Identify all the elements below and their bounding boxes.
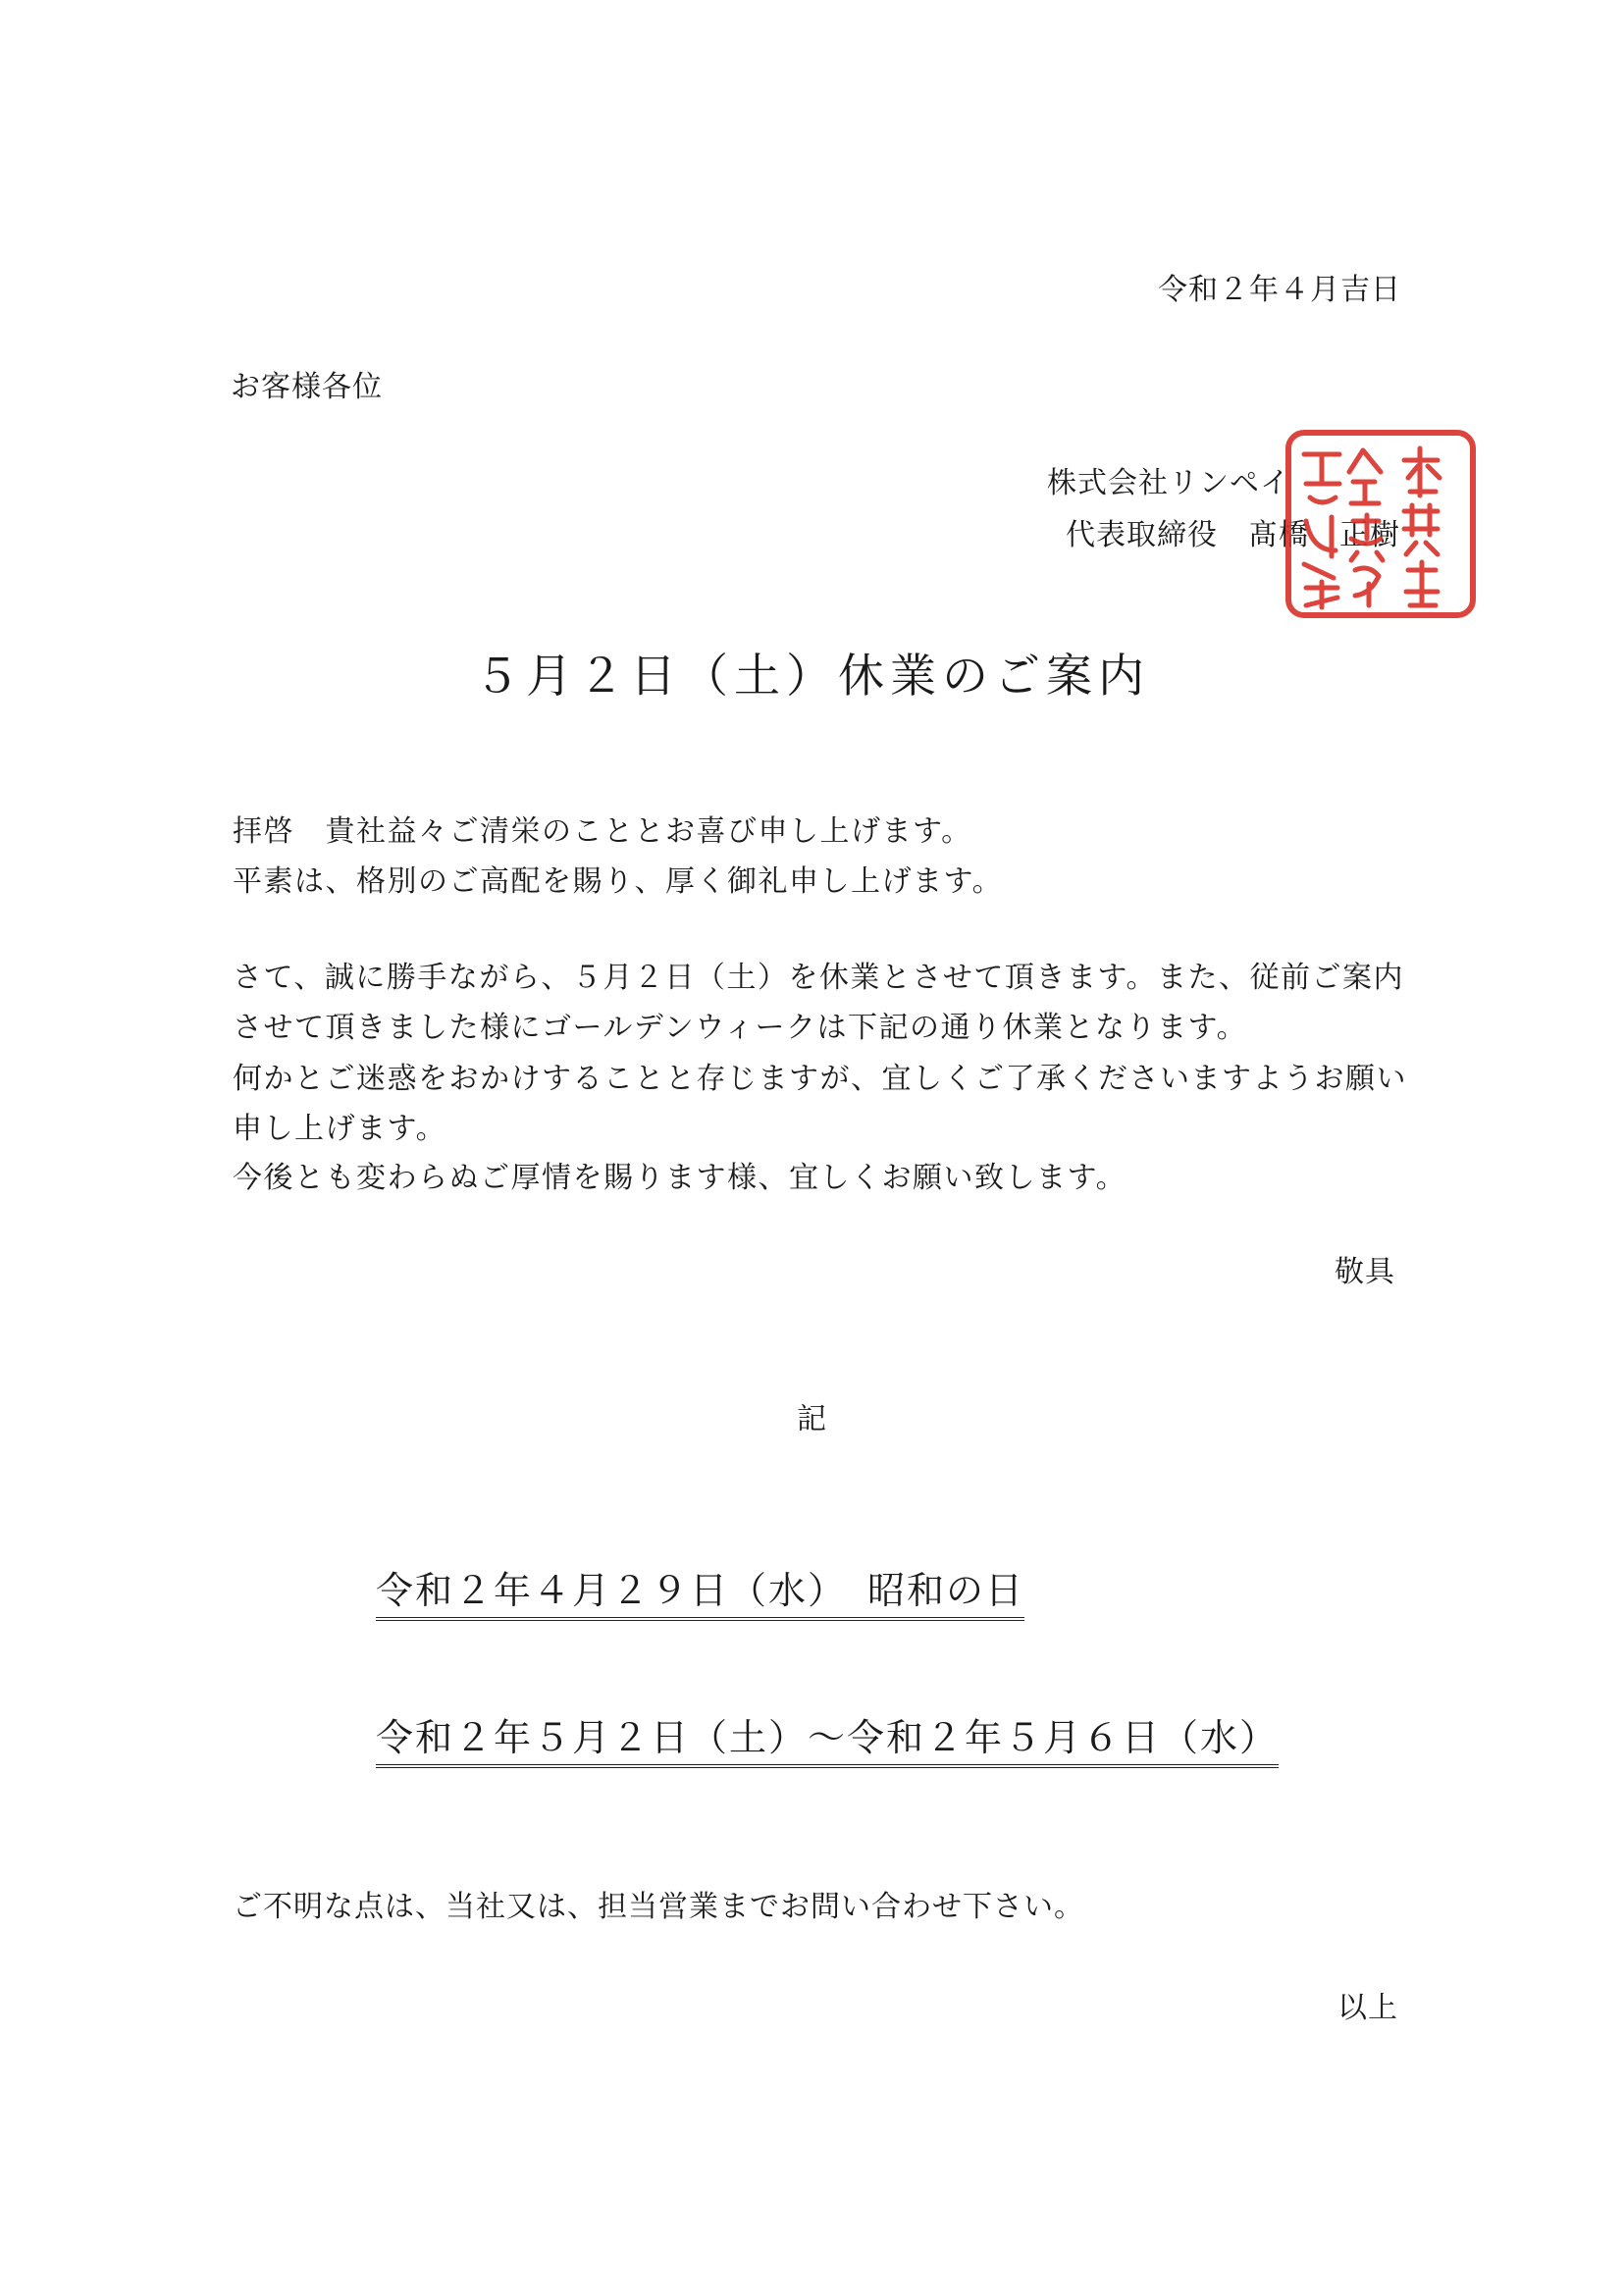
closing-keigu: 敬具: [1335, 1255, 1395, 1289]
recipient: お客様各位: [231, 370, 383, 404]
company-seal-stamp: [1283, 427, 1479, 621]
representative-name: 代表取締役 髙橋 正樹: [1066, 518, 1400, 552]
holiday-entry: 令和２年４月２９日（水） 昭和の日: [376, 1572, 1024, 1621]
greeting-line: 拝啓 貴社益々ご清栄のこととお喜び申し上げます。: [233, 814, 972, 849]
body-line: 今後とも変わらぬご厚情を賜ります様、宜しくお願い致します。: [233, 1161, 1127, 1195]
body-line: 申し上げます。: [233, 1112, 447, 1146]
company-name: 株式会社リンペイ: [1047, 466, 1290, 500]
body-line: さて、誠に勝手ながら、５月２日（土）を休業とさせて頂きます。また、従前ご案内: [233, 961, 1404, 995]
contact-note: ご不明な点は、当社又は、担当営業までお問い合わせ下さい。: [233, 1890, 1084, 1924]
greeting-line: 平素は、格別のご高配を賜り、厚く御礼申し上げます。: [233, 864, 1004, 899]
holiday-entry: 令和２年５月２日（土）～令和２年５月６日（水）: [376, 1719, 1279, 1768]
body-line: させて頂きました様にゴールデンウィークは下記の通り休業となります。: [233, 1011, 1248, 1045]
body-line: 何かとご迷惑をおかけすることと存じますが、宜しくご了承くださいますようお願い: [233, 1062, 1407, 1096]
document-date: 令和２年４月吉日: [1158, 273, 1401, 307]
document-title: ５月２日（土）休業のご案内: [474, 650, 1150, 704]
ki-heading: 記: [797, 1402, 827, 1436]
end-mark: 以上: [1337, 1991, 1398, 2025]
